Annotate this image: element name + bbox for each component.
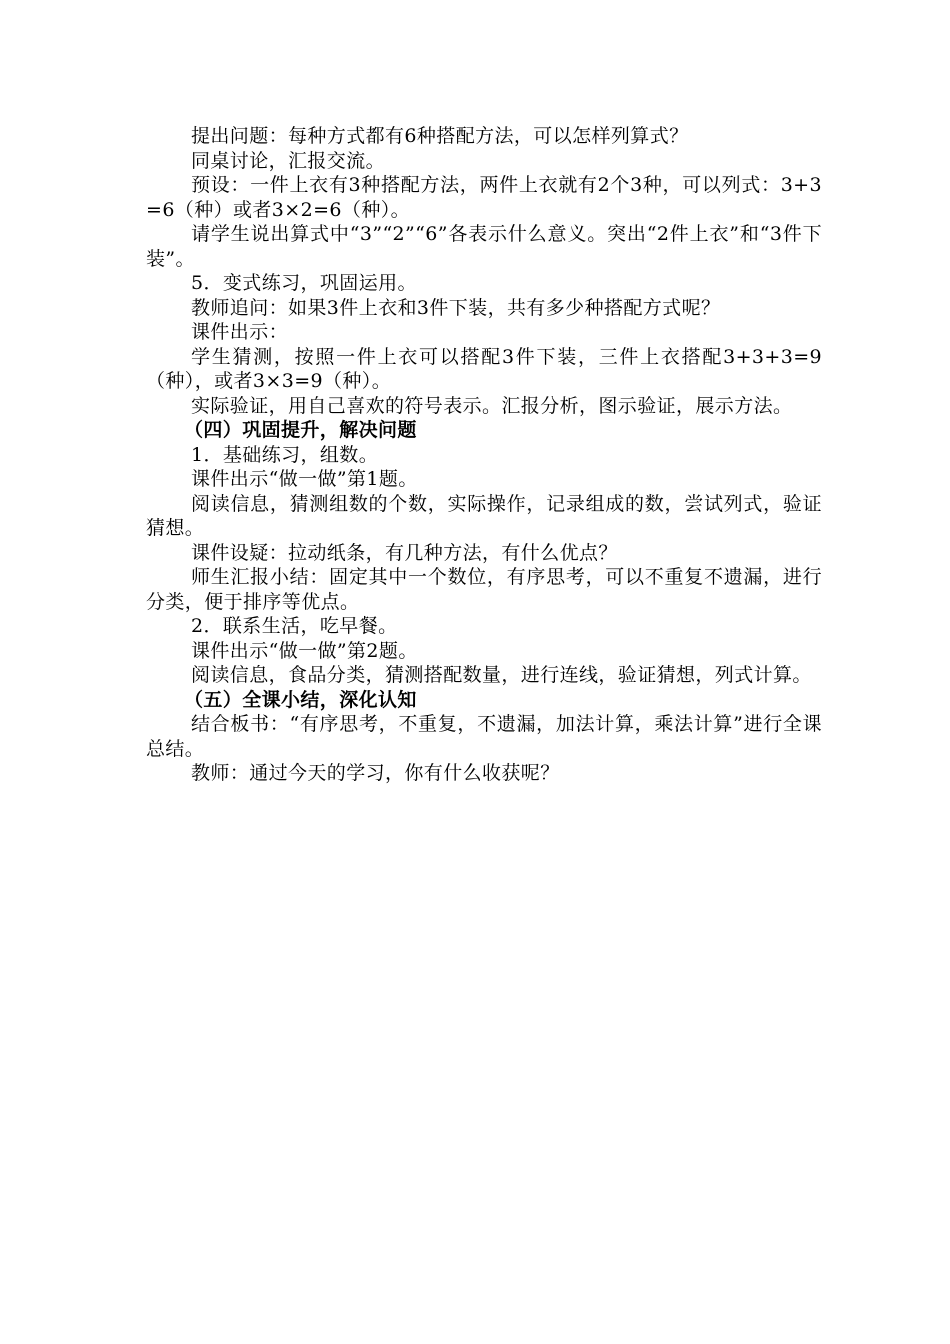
section-heading: （四）巩固提升，解决问题 [184, 419, 417, 441]
paragraph: 课件出示： [191, 321, 289, 343]
paragraph: 课件设疑：拉动纸条，有几种方法，有什么优点？ [191, 541, 618, 564]
paragraph: 阅读信息，猜测组数的个数，实际操作，记录组成的数，尝试列式，验证猜想。 [146, 492, 822, 539]
paragraph: 2．联系生活，吃早餐。 [191, 615, 398, 637]
paragraph: 同桌讨论，汇报交流。 [191, 149, 386, 172]
paragraph: 课件出示“做一做”第1题。 [191, 468, 418, 490]
paragraph: 5．变式练习，巩固运用。 [191, 272, 417, 294]
document-page [146, 124, 822, 786]
paragraph: 课件出示“做一做”第2题。 [191, 639, 418, 662]
paragraph: 师生汇报小结：固定其中一个数位，有序思考，可以不重复不遗漏，进行分类，便于排序等优点。 [146, 566, 822, 613]
paragraph: 结合板书：“有序思考，不重复，不遗漏，加法计算，乘法计算”进行全课总结。 [146, 713, 822, 760]
paragraph: 学生猜测，按照一件上衣可以搭配3件下装，三件上衣搭配3+3+3=9（种），或者3×3=9（种）。 [146, 345, 822, 392]
section-heading: （五）全课小结，深化认知 [184, 688, 417, 711]
paragraph: 教师追问：如果3件上衣和3件下装，共有多少种搭配方式呢？ [191, 296, 721, 319]
paragraph: 实际验证，用自己喜欢的符号表示。汇报分析，图示验证，展示方法。 [191, 394, 793, 417]
paragraph: 预设：一件上衣有3种搭配方法，两件上衣就有2个3种，可以列式：3+3=6（种）或者3×2=6（种）。 [146, 174, 822, 221]
paragraph: 教师：通过今天的学习，你有什么收获呢？ [191, 762, 560, 784]
paragraph: 1．基础练习，组数。 [191, 443, 379, 466]
paragraph: 请学生说出算式中“3”“2”“6”各表示什么意义。突出“2件上衣”和“3件下装”。 [146, 223, 822, 270]
paragraph: 提出问题：每种方式都有6种搭配方法，可以怎样列算式？ [191, 125, 689, 147]
paragraph: 阅读信息，食品分类，猜测搭配数量，进行连线，验证猜想，列式计算。 [191, 664, 812, 686]
